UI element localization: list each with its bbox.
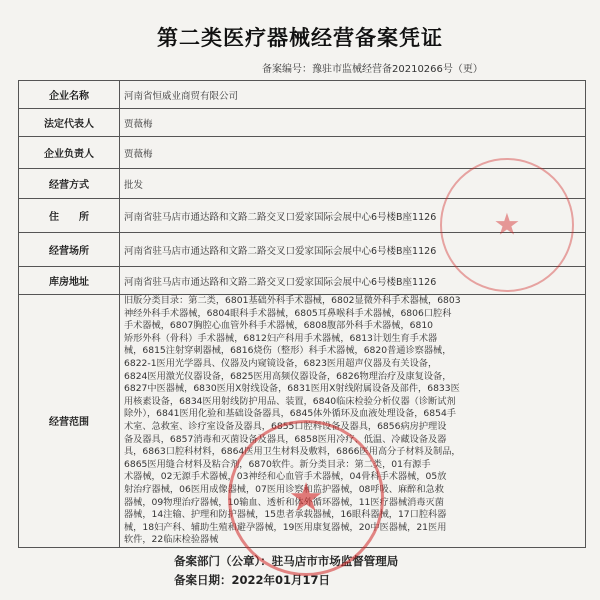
business-premises-label: 经营场所 (19, 233, 120, 267)
filing-date-label: 备案日期： (174, 573, 232, 587)
row-legal-rep (19, 109, 586, 137)
scope-line: 具，6863口腔科材料，6864医用卫生材料及敷料，6866医用高分子材料及制品， (124, 446, 461, 458)
scope-line: 6822-1医用光学器具、仪器及内窥镜设备，6823医用超声仪器及有关设备， (124, 357, 438, 369)
record-number-label: 备案编号： (262, 64, 312, 75)
row-business-mode (19, 169, 586, 199)
scope-line: 矫形外科（骨科）手术器械，6812妇产科用手术器械，6813计划生育手术器 (124, 332, 438, 344)
scope-line: 射治疗器械，06医用成像器械，07医用诊察和监护器械，08呼吸、麻醉和急救 (124, 483, 444, 495)
scope-line: 软件，22临床检验器械 (124, 534, 219, 546)
company-seal-star-icon: ★ (493, 207, 521, 243)
company-name-value: 河南省恒威业商贸有限公司 (120, 81, 586, 109)
warehouse-value: 河南省驻马店市通达路和文路二路交叉口爱家国际会展中心6号楼B座1126 (120, 267, 586, 295)
scope-line: 6865医用缝合材料及粘合剂，6870软件。新分类目录：第二类，01有源手 (124, 458, 431, 470)
scope-line: 术室、急救室、诊疗室设备及器具，6855口腔科设备及器具，6856病房护理设 (124, 420, 447, 432)
legal-rep-label: 法定代表人 (19, 109, 120, 137)
scope-line: 除外），6841医用化验和基础设备器具，6845体外循环及血液处理设备，6854手 (124, 408, 456, 420)
business-scope-value (120, 295, 586, 548)
row-domicile (19, 199, 586, 233)
business-premises-value: 河南省驻马店市通达路和文路二路交叉口爱家国际会展中心6号楼B座1126 (120, 233, 586, 267)
scope-line: 备及器具，6857消毒和灭菌设备及器具，6858医用冷疗、低温、冷藏设备及器 (124, 433, 447, 445)
scope-line: 6827中医器械，6830医用X射线设备，6831医用X射线附属设备及部件，6833医 (124, 383, 460, 395)
person-in-charge-label: 企业负责人 (19, 137, 120, 169)
scope-line: 械，18妇产科、辅助生殖和避孕器械，19医用康复器械，20中医器械，21医用 (124, 521, 447, 533)
scope-line: 器械，14注输、护理和防护器械，15患者承载器械，16眼科器械，17口腔科器 (124, 509, 447, 521)
filing-authority (174, 553, 398, 569)
warehouse-label: 库房地址 (19, 267, 120, 295)
scope-line: 神经外科手术器械，6804眼科手术器械，6805耳鼻喉科手术器械，6806口腔科 (124, 307, 452, 319)
legal-rep-value: 贾薇梅 (120, 109, 586, 137)
filing-date-value: 2022年01月17日 (231, 573, 331, 587)
company-name-label: 企业名称 (19, 81, 120, 109)
record-number-value: 豫驻市监械经营备20210266号（更） (312, 64, 483, 75)
scope-line: 器械，09物理治疗器械，10输血、透析和体外循环器械，11医疗器械消毒灭菌 (124, 496, 444, 508)
row-business-scope (19, 295, 586, 548)
record-number (262, 60, 483, 75)
scope-lines (124, 295, 581, 547)
document-title: 第二类医疗器械经营备案凭证 (157, 25, 443, 50)
domicile-value: 河南省驻马店市通达路和文路二路交叉口爱家国际会展中心6号楼B座1126 (120, 199, 586, 233)
row-business-premises (19, 233, 586, 267)
business-scope-label: 经营范围 (19, 295, 120, 548)
scope-line: 用核素设备，6834医用射线防护用品、装置，6840临床检验分析仪器（诊断试剂 (124, 395, 456, 407)
filing-authority-label: 备案部门（公章）： (174, 554, 272, 568)
business-mode-value: 批发 (120, 169, 586, 199)
seal-star-icon: ★ (288, 475, 324, 521)
scope-line: 械，6815注射穿刺器械，6816烧伤（整形）科手术器械，6820普通诊察器械， (124, 345, 452, 357)
row-company-name (19, 81, 586, 109)
scope-line: 旧版分类目录：第二类，6801基础外科手术器械，6802显微外科手术器械，6803 (124, 295, 461, 306)
row-person-in-charge (19, 137, 586, 169)
filing-authority-value: 驻马店市市场监督管理局 (271, 554, 399, 568)
domicile-label: 住 所 (19, 199, 120, 233)
business-mode-label: 经营方式 (19, 169, 120, 199)
scope-line: 术器械，02无源手术器械，03神经和心血管手术器械，04骨科手术器械，05放 (124, 471, 447, 483)
scope-line: 6824医用激光仪器设备，6825医用高频仪器设备，6826物理治疗及康复设备， (124, 370, 452, 382)
person-in-charge-value: 贾薇梅 (120, 137, 586, 169)
filing-date (174, 572, 330, 588)
certificate-table (18, 80, 586, 548)
row-warehouse (19, 267, 586, 295)
scope-line: 手术器械，6807胸腔心血管外科手术器械，6808腹部外科手术器械，6810 (124, 320, 434, 332)
